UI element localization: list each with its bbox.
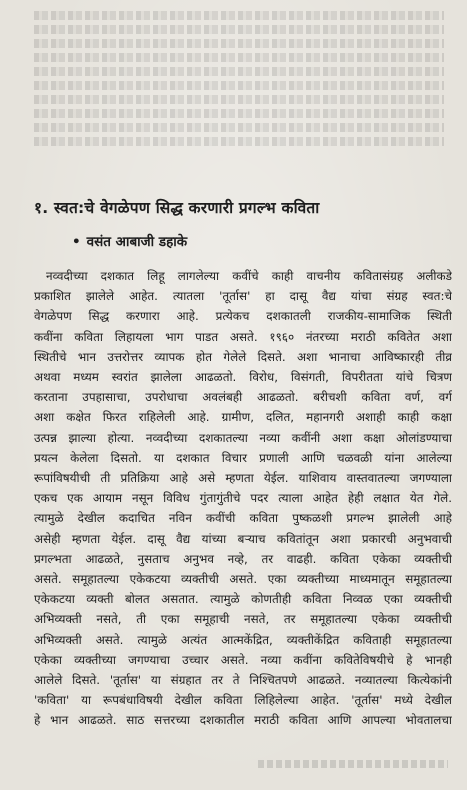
text-line: स्थितीचे भान उत्तरोत्तर व्यापक होत गेलेले दिसते. अशा भानाचा आविष्कारही तीव्र <box>34 349 452 364</box>
show-through-footer <box>258 760 448 768</box>
text-line: करताना उपहासाचा, उपरोधाचा अवलंबही आढळतो. बरीचशी कविता वर्ण, वर्ग <box>34 390 452 405</box>
text-line: अभिव्यक्ती नसते, ती एका समूहाची नसते, तर समूहातल्या एकेका व्यक्तीची <box>34 612 452 627</box>
text-line: अथवा मध्यम स्वरांत झालेला आढळतो. विरोध, विसंगती, विपरीतता यांचे चित्रण <box>34 370 452 385</box>
bullet-icon: • <box>72 234 81 250</box>
text-line: उत्पन्न झाल्या होत्या. नव्वदीच्या दशकातल्या नव्या कवींनी अशा कक्षा ओलांडण्याचा <box>34 430 452 445</box>
text-line: रूपांविषयीची ती प्रतिक्रिया आहे असे म्हणता येईल. याशिवाय वास्तवातल्या जगण्याला <box>34 471 452 486</box>
text-line: एकच एक आयाम नसून विविध गुंतागुंतीचे पदर त्याला आहेत हेही लक्षात येत गेले. <box>34 491 452 506</box>
author-line <box>72 232 187 250</box>
text-line: प्रगल्भता आढळते, नुसताच अनुभव नव्हे, तर वाढही. कविता एकेका व्यक्तीची <box>34 551 452 566</box>
text-line: 'कविता' या रूपबंधाविषयी देखील कविता लिहिलेल्या आहेत. 'तूर्तास' मध्ये देखील <box>34 693 452 708</box>
text-line: प्रकाशित झालेले आहेत. त्यातला 'तूर्तास' हा दासू वैद्य यांचा संग्रह स्वत:चे <box>34 289 452 304</box>
text-line: असते. समूहातल्या एकेकटया व्यक्तीची असते. एका व्यक्तीच्या माध्यमातून समूहातल्या <box>34 572 452 587</box>
text-line: नव्वदीच्या दशकात लिहू लागलेल्या कवींचे काही वाचनीय कवितासंग्रह अलीकडे <box>46 269 452 283</box>
text-line: आलेले दिसते. 'तूर्तास' या संग्रहात तर ते निश्चितपणे आढळते. नव्यातल्या कित्येकांनी <box>34 673 452 688</box>
text-line: कवींना कविता लिहायला भाग पाडत असते. १९६० नंतरच्या मराठी कवितेत अशा <box>34 329 452 344</box>
text-line: प्रयत्न केलेला दिसतो. या दशकात विचार प्रणाली आणि चळवळी यांना आलेल्या <box>34 450 452 465</box>
text-line: हे भान आढळते. साठ सत्तरच्या दशकातील मराठी कविता आणि आपल्या भोवतालचा <box>34 713 452 728</box>
body-text <box>34 266 452 731</box>
text-line: अभिव्यक्ती असते. त्यामुळे अत्यंत आत्मकेंद्रित, व्यक्तीकेंद्रित कविताही समूहातल्या <box>34 632 452 647</box>
text-line: त्यामुळे देखील कदाचित नविन कवींची कविता पुष्कळशी प्रगल्भ झालेली आहे <box>34 511 452 526</box>
text-line: असेही म्हणता येईल. दासू वैद्य यांच्या बऱ्याच कवितांतून अशा प्रकारची अनुभवाची <box>34 531 452 546</box>
text-line: अशा कक्षेत फिरत राहिलेली आहे. ग्रामीण, दलित, महानगरी अशाही काही कक्षा <box>34 410 452 425</box>
author-name: वसंत आबाजी डहाके <box>86 234 188 250</box>
text-line: एकेका व्यक्तीच्या जगण्याचा उच्चार असते. नव्या कवींना कवितेविषयीचे हे भानही <box>34 652 452 667</box>
show-through-text <box>34 6 444 156</box>
text-line: एकेकटया व्यक्ती बोलत असतात. त्यामुळे कोणतीही कविता निव्वळ एका व्यक्तीची <box>34 592 452 607</box>
text-line: वेगळेपण सिद्ध करणारा आहे. प्रत्येकच दशकातली राजकीय-सामाजिक स्थिती <box>34 309 452 324</box>
chapter-title: १. स्वत:चे वेगळेपण सिद्ध करणारी प्रगल्भ कविता <box>34 199 320 217</box>
